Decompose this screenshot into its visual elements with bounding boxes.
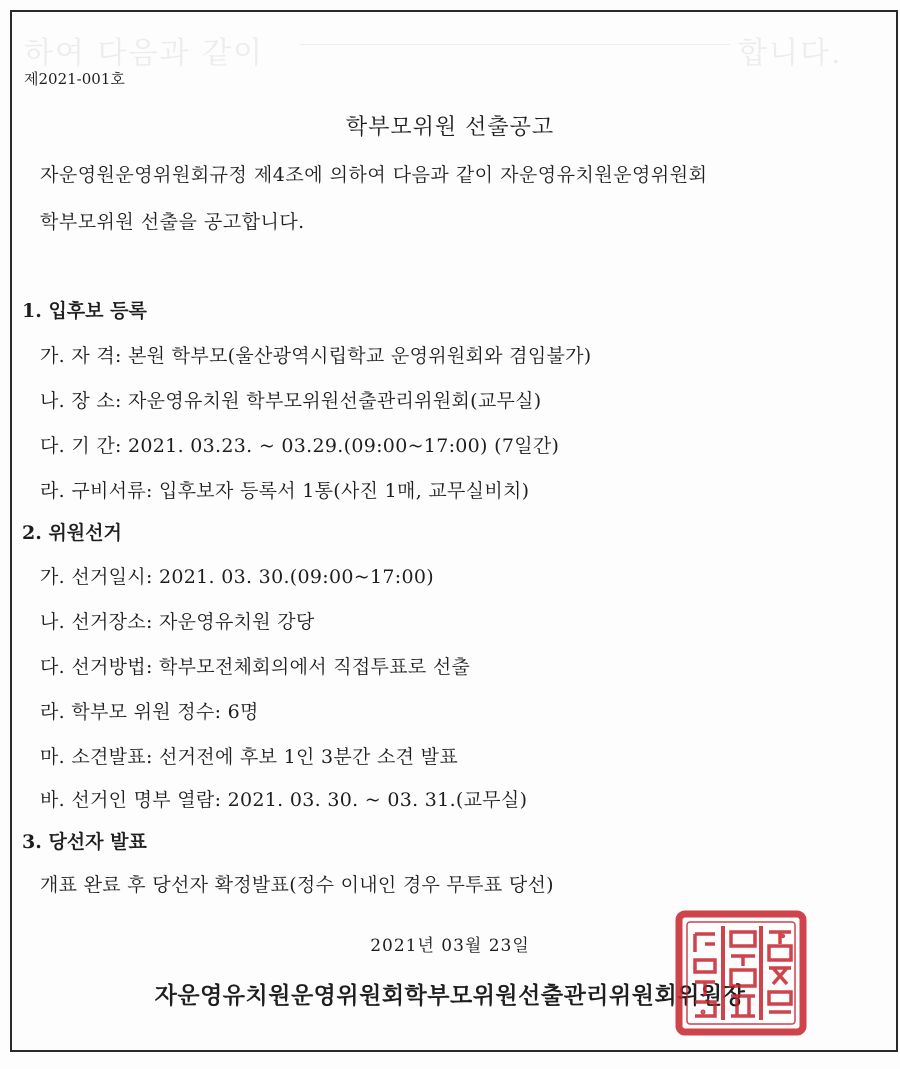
list-item: 바. 선거인 명부 열람: 2021. 03. 30. ~ 03. 31.(교무실): [40, 789, 528, 811]
intro-line-2: 학부모위원 선출을 공고합니다.: [40, 211, 305, 233]
list-item: 라. 학부모 위원 정수: 6명: [40, 701, 259, 723]
list-item: 가. 선거일시: 2021. 03. 30.(09:00~17:00): [40, 566, 434, 588]
section-heading-announcement: 3. 당선자 발표: [22, 831, 147, 853]
section-heading-election: 2. 위원선거: [22, 522, 122, 544]
intro-line-1: 자운영원운영위원회규정 제4조에 의하여 다음과 같이 자운영유치원운영위원회: [40, 164, 708, 186]
list-item: 나. 선거장소: 자운영유치원 강당: [40, 611, 315, 633]
bleed-through-text: 합니다.: [738, 36, 843, 71]
page-title: 학부모위원 선출공고: [345, 115, 555, 140]
list-item: 다. 기 간: 2021. 03.23. ~ 03.29.(09:00~17:00) (7일간): [40, 435, 560, 457]
list-item: 다. 선거방법: 학부모전체회의에서 직접투표로 선출: [40, 656, 471, 678]
section-heading-registration: 1. 입후보 등록: [22, 300, 147, 322]
list-item: 가. 자 격: 본원 학부모(울산광역시립학교 운영위원회와 겸임불가): [40, 345, 592, 367]
official-seal-stamp: [673, 908, 809, 1038]
list-item: 마. 소견발표: 선거전에 후보 1인 3분간 소견 발표: [40, 746, 458, 768]
bleed-through-text: 하여 다음과 같이: [24, 36, 264, 71]
list-item: 나. 장 소: 자운영유치원 학부모위원선출관리위원회(교무실): [40, 390, 542, 412]
list-item: 개표 완료 후 당선자 확정발표(정수 이내인 경우 무투표 당선): [40, 874, 554, 896]
document-number: 제2021-001호: [24, 70, 125, 88]
list-item: 라. 구비서류: 입후보자 등록서 1통(사진 1매, 교무실비치): [40, 480, 530, 502]
issue-date: 2021년 03월 23일: [370, 936, 530, 956]
signatory-name: 자운영유치원운영위원회학부모위원선출관리위원회위원장: [154, 982, 746, 1009]
